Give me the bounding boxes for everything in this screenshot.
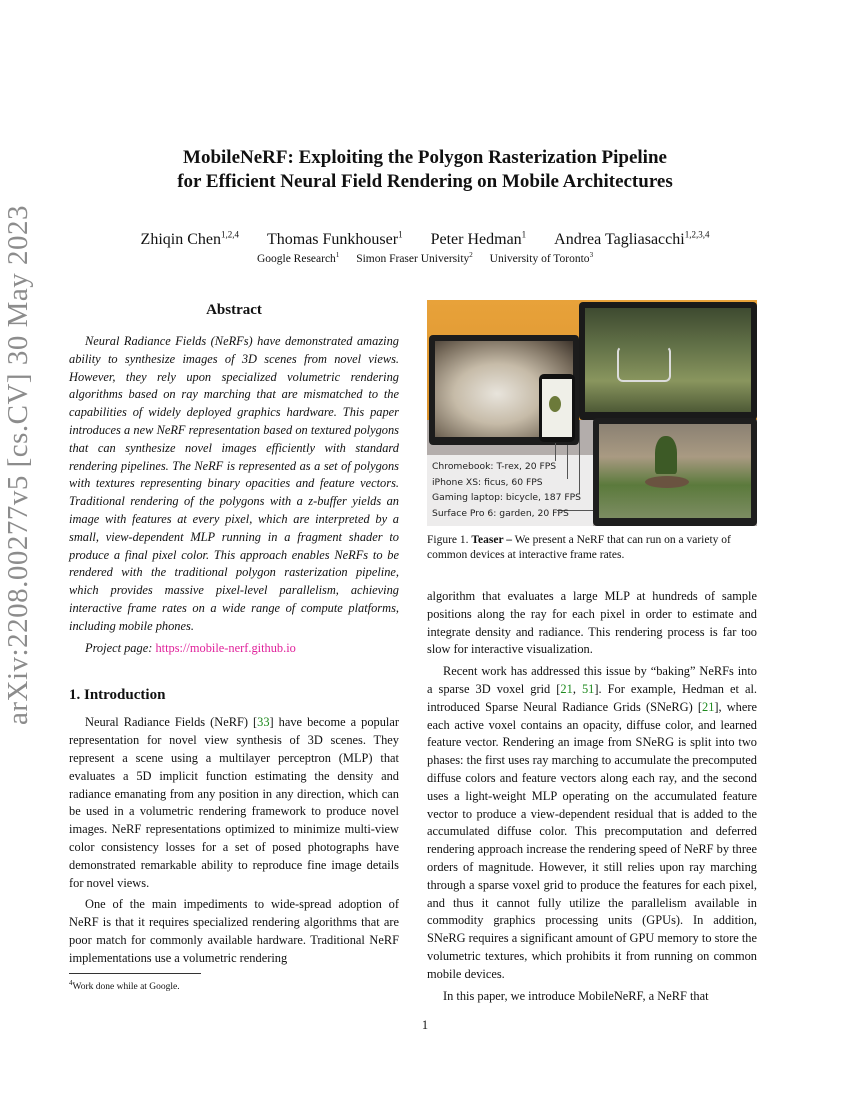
caption-label: Figure 1. <box>427 534 469 546</box>
legend-iphone: iPhone XS: ficus, 60 FPS <box>432 476 543 488</box>
arxiv-identifier: arXiv:2208.00277v5 [cs.CV] 30 May 2023 <box>2 204 34 725</box>
left-column <box>69 300 399 972</box>
citation-link[interactable]: 21 <box>560 681 573 696</box>
abstract-text: Neural Radiance Fields (NeRFs) have demonstrated amazing ability to synthesize images of 3D scenes from novel views. However, they rely upon specialized volumetric rendering algorithms based on ray marching that are mismatched to the capabilities of widely deployed graphics hardware. This paper introduces a new NeRF representation based on textured polygons that can synthesize novel images efficiently with standard rendering pipelines. The NeRF is represented as a set of polygons with textures representing binary opacities and feature vectors. Traditional rendering of the polygons with a z-buffer yields an image with features at every pixel, which are interpreted by a small, view-dependent MLP running in a fragment shader to produce a final pixel color. This approach enables NeRFs to be rendered with the traditional polygon rasterization pipeline, which provides massive pixel-level parallelism, achieving interactive frame rates on a wide range of compute platforms, including mobile phones. <box>69 334 399 633</box>
affiliation-name: Google Research <box>256 252 336 265</box>
footnote-sup: 4 <box>69 979 73 987</box>
surface-device <box>593 418 757 526</box>
intro-paragraph-2: One of the main impediments to wide-spread adoption of NeRF is that it requires specialized rendering algorithms that are poor match for commonly available hardware. Traditional NeRF implementations use a volumetric rendering <box>69 897 399 965</box>
page-number: 1 <box>421 1018 429 1032</box>
author-list <box>90 225 760 250</box>
author-name: Andrea Tagliasacchi <box>554 231 685 249</box>
legend-gaming-laptop: Gaming laptop: bicycle, 187 FPS <box>432 492 581 504</box>
legend-surface: Surface Pro 6: garden, 20 FPS <box>432 507 569 519</box>
affiliation-name: University of Toronto <box>489 252 590 265</box>
teaser-figure <box>427 300 757 526</box>
garden-tree-icon <box>655 436 677 474</box>
caption-bold: Teaser – <box>471 534 512 546</box>
affiliation-1 <box>257 253 339 265</box>
affiliation-sup: 2 <box>469 251 473 259</box>
caption-text: We present a NeRF that can run on a variety of common devices at interactive frame rates. <box>427 534 731 561</box>
affiliation-2 <box>356 253 473 265</box>
right-column <box>427 300 757 1009</box>
author-4 <box>554 231 709 248</box>
paper-title <box>90 146 760 194</box>
footnote-text: Work done while at Google. <box>72 982 180 993</box>
figure-legend <box>432 459 581 521</box>
affiliation-list <box>90 248 760 266</box>
bicycle-icon <box>617 346 671 382</box>
author-name: Zhiqin Chen <box>140 231 221 249</box>
text-run: ], where each active voxel contains an opacity, diffuse color, and learned feature vector. Rendering an image from SNeRG is split into two phases: the first uses ray marching to accumulate the precomputed diffuse colors and feature vectors along each ray, and the second uses a light-weight MLP operating on the accumulated feature vector to produce a view-dependent residual that is added to the accumulated diffuse color. This precomputation and deferred rendering approach increase the rendering speed of NeRF by three orders of magnitude. However, it still relies upon ray marching through a sparse voxel grid to produce the features for each pixel, and thus it cannot fully utilize the parallelism available in commodity graphics processing units (GPUs). In addition, SNeRG requires a significant amount of GPU memory to store the volumetric textures, which prohibits it from running on common mobile devices. <box>427 699 757 981</box>
gaming-laptop-device <box>579 302 757 420</box>
affiliation-name: Simon Fraser University <box>356 252 470 265</box>
author-2 <box>267 231 403 248</box>
citation-link[interactable]: 51 <box>581 681 595 696</box>
affiliation-sup: 1 <box>335 251 340 259</box>
text-run: , <box>572 681 582 696</box>
garden-table-icon <box>645 476 689 488</box>
project-label: Project page: <box>85 640 153 655</box>
affiliation-sup: 3 <box>589 251 594 259</box>
text-run: Neural Radiance Fields (NeRF) [ <box>85 715 258 730</box>
right-body <box>427 588 757 1005</box>
citation-link[interactable]: 33 <box>257 715 270 730</box>
author-name: Thomas Funkhouser <box>266 231 399 249</box>
author-sup: 1,2,3,4 <box>684 230 710 240</box>
right-paragraph-3: In this paper, we introduce MobileNeRF, a NeRF that <box>443 988 709 1003</box>
project-page <box>69 640 399 658</box>
title-line-2: for Efficient Neural Field Rendering on Mobile Architectures <box>177 171 673 192</box>
title-line-1: MobileNeRF: Exploiting the Polygon Rasterization Pipeline <box>183 147 667 168</box>
footnote-rule <box>69 973 201 974</box>
section-heading-introduction: 1. Introduction <box>69 687 166 704</box>
affiliation-3 <box>490 253 593 265</box>
text-run: ] have become a popular representation for novel view synthesis of 3D scenes. They represent a scene using a multilayer perceptron (MLP) that evaluates a 5D implicit function estimating the density and radiance emanating from any position in any direction, which can be used in a volumetric rendering framework to produce novel images. NeRF representations optimized to minimize multi-view color consistency losses for a set of posed photographs have demonstrated remarkable ability to reproduce fine image details for novel views. <box>69 715 399 890</box>
author-sup: 1,2,4 <box>220 230 239 240</box>
iphone-device <box>539 374 575 442</box>
author-1 <box>141 231 239 248</box>
right-paragraph-1: algorithm that evaluates a large MLP at hundreds of sample positions along the ray for each pixel in order to estimate and integrate density and radiance. This rendering process is far too slow for interactive visualization. <box>427 589 757 657</box>
project-link[interactable]: https://mobile-nerf.github.io <box>155 640 296 655</box>
figure-caption <box>427 533 757 562</box>
author-3 <box>431 231 527 248</box>
right-paragraph-2 <box>427 663 757 983</box>
intro-paragraph-1 <box>69 714 399 892</box>
ficus-icon <box>549 396 561 412</box>
author-name: Peter Hedman <box>430 231 522 249</box>
abstract-heading: Abstract <box>206 302 262 318</box>
author-sup: 1 <box>398 230 403 240</box>
legend-chromebook: Chromebook: T-rex, 20 FPS <box>432 461 557 472</box>
citation-link[interactable]: 21 <box>702 699 715 714</box>
text-run: ]. For example, Hedman et al. introduced Sparse Neural Radiance Grids (SNeRG) [ <box>427 681 757 714</box>
author-sup: 1 <box>521 230 527 240</box>
text-run: Recent work has addressed this issue by “baking” NeRFs into a sparse 3D voxel grid [ <box>427 664 757 696</box>
footnote <box>69 977 180 993</box>
